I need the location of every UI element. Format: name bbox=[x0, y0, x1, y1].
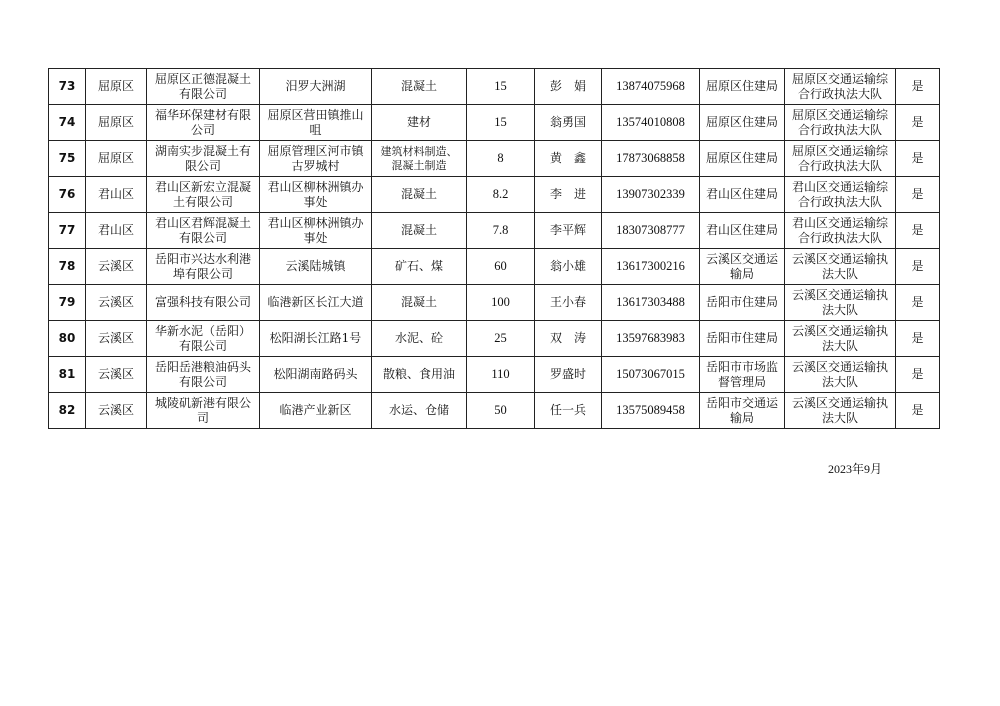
phone-cell: 13575089458 bbox=[602, 393, 700, 429]
status-flag-cell: 是 bbox=[896, 285, 940, 321]
table-row bbox=[49, 177, 940, 213]
quantity-cell: 15 bbox=[467, 69, 535, 105]
enforcement-unit-cell: 屈原区交通运输综合行政执法大队 bbox=[785, 105, 896, 141]
enforcement-unit-cell: 云溪区交通运输执法大队 bbox=[785, 249, 896, 285]
quantity-cell: 100 bbox=[467, 285, 535, 321]
quantity-cell: 110 bbox=[467, 357, 535, 393]
row-number: 78 bbox=[49, 249, 86, 285]
row-number: 82 bbox=[49, 393, 86, 429]
table-row bbox=[49, 141, 940, 177]
phone-cell: 13874075968 bbox=[602, 69, 700, 105]
category-cell: 矿石、煤 bbox=[372, 249, 467, 285]
status-flag-cell: 是 bbox=[896, 177, 940, 213]
enforcement-unit-cell: 屈原区交通运输综合行政执法大队 bbox=[785, 69, 896, 105]
table-row bbox=[49, 69, 940, 105]
district-cell: 君山区 bbox=[86, 213, 147, 249]
table-row bbox=[49, 285, 940, 321]
category-cell: 水泥、砼 bbox=[372, 321, 467, 357]
company-name-cell: 富强科技有限公司 bbox=[147, 285, 260, 321]
location-cell: 松阳湖长江路1号 bbox=[260, 321, 372, 357]
district-cell: 云溪区 bbox=[86, 321, 147, 357]
phone-cell: 13574010808 bbox=[602, 105, 700, 141]
status-flag-cell: 是 bbox=[896, 357, 940, 393]
document-date: 2023年9月 bbox=[828, 462, 883, 476]
location-cell: 屈原管理区河市镇古罗城村 bbox=[260, 141, 372, 177]
row-number: 81 bbox=[49, 357, 86, 393]
company-name-cell: 湖南实步混凝土有限公司 bbox=[147, 141, 260, 177]
table-body bbox=[49, 69, 940, 429]
table-row bbox=[49, 105, 940, 141]
row-number: 76 bbox=[49, 177, 86, 213]
location-cell: 临港新区长江大道 bbox=[260, 285, 372, 321]
enforcement-unit-cell: 云溪区交通运输执法大队 bbox=[785, 357, 896, 393]
status-flag-cell: 是 bbox=[896, 105, 940, 141]
supervising-dept-cell: 岳阳市住建局 bbox=[700, 285, 785, 321]
phone-cell: 13907302339 bbox=[602, 177, 700, 213]
contact-person-cell: 黄 鑫 bbox=[535, 141, 602, 177]
district-cell: 云溪区 bbox=[86, 393, 147, 429]
quantity-cell: 60 bbox=[467, 249, 535, 285]
company-name-cell: 君山区君辉混凝土有限公司 bbox=[147, 213, 260, 249]
supervising-dept-cell: 云溪区交通运输局 bbox=[700, 249, 785, 285]
company-name-cell: 屈原区正德混凝土有限公司 bbox=[147, 69, 260, 105]
quantity-cell: 50 bbox=[467, 393, 535, 429]
enforcement-unit-cell: 云溪区交通运输执法大队 bbox=[785, 321, 896, 357]
enforcement-unit-cell: 云溪区交通运输执法大队 bbox=[785, 393, 896, 429]
category-cell: 混凝土 bbox=[372, 69, 467, 105]
district-cell: 云溪区 bbox=[86, 285, 147, 321]
district-cell: 屈原区 bbox=[86, 69, 147, 105]
supervising-dept-cell: 屈原区住建局 bbox=[700, 69, 785, 105]
phone-cell: 13597683983 bbox=[602, 321, 700, 357]
table-row bbox=[49, 357, 940, 393]
phone-cell: 18307308777 bbox=[602, 213, 700, 249]
contact-person-cell: 李 进 bbox=[535, 177, 602, 213]
contact-person-cell: 翁勇国 bbox=[535, 105, 602, 141]
supervising-dept-cell: 屈原区住建局 bbox=[700, 105, 785, 141]
contact-person-cell: 翁小雄 bbox=[535, 249, 602, 285]
quantity-cell: 7.8 bbox=[467, 213, 535, 249]
contact-person-cell: 王小春 bbox=[535, 285, 602, 321]
enterprise-registry-table bbox=[48, 68, 940, 429]
row-number: 75 bbox=[49, 141, 86, 177]
category-cell: 混凝土 bbox=[372, 213, 467, 249]
table-row bbox=[49, 393, 940, 429]
category-cell: 散粮、食用油 bbox=[372, 357, 467, 393]
category-cell: 混凝土 bbox=[372, 177, 467, 213]
quantity-cell: 25 bbox=[467, 321, 535, 357]
category-cell: 建材 bbox=[372, 105, 467, 141]
status-flag-cell: 是 bbox=[896, 393, 940, 429]
company-name-cell: 华新水泥（岳阳）有限公司 bbox=[147, 321, 260, 357]
enforcement-unit-cell: 屈原区交通运输综合行政执法大队 bbox=[785, 141, 896, 177]
status-flag-cell: 是 bbox=[896, 141, 940, 177]
table-row bbox=[49, 249, 940, 285]
supervising-dept-cell: 岳阳市交通运输局 bbox=[700, 393, 785, 429]
location-cell: 临港产业新区 bbox=[260, 393, 372, 429]
category-cell: 建筑材料制造、混凝土制造 bbox=[372, 141, 467, 177]
quantity-cell: 8.2 bbox=[467, 177, 535, 213]
supervising-dept-cell: 岳阳市市场监督管理局 bbox=[700, 357, 785, 393]
contact-person-cell: 双 涛 bbox=[535, 321, 602, 357]
status-flag-cell: 是 bbox=[896, 69, 940, 105]
row-number: 74 bbox=[49, 105, 86, 141]
enforcement-unit-cell: 君山区交通运输综合行政执法大队 bbox=[785, 177, 896, 213]
supervising-dept-cell: 君山区住建局 bbox=[700, 213, 785, 249]
location-cell: 松阳湖南路码头 bbox=[260, 357, 372, 393]
phone-cell: 13617303488 bbox=[602, 285, 700, 321]
phone-cell: 17873068858 bbox=[602, 141, 700, 177]
table-row bbox=[49, 213, 940, 249]
location-cell: 屈原区营田镇推山咀 bbox=[260, 105, 372, 141]
phone-cell: 15073067015 bbox=[602, 357, 700, 393]
company-name-cell: 君山区新宏立混凝土有限公司 bbox=[147, 177, 260, 213]
district-cell: 君山区 bbox=[86, 177, 147, 213]
category-cell: 混凝土 bbox=[372, 285, 467, 321]
enforcement-unit-cell: 云溪区交通运输执法大队 bbox=[785, 285, 896, 321]
company-name-cell: 岳阳岳港粮油码头有限公司 bbox=[147, 357, 260, 393]
company-name-cell: 福华环保建材有限公司 bbox=[147, 105, 260, 141]
row-number: 79 bbox=[49, 285, 86, 321]
table-row bbox=[49, 321, 940, 357]
quantity-cell: 8 bbox=[467, 141, 535, 177]
row-number: 73 bbox=[49, 69, 86, 105]
district-cell: 云溪区 bbox=[86, 249, 147, 285]
supervising-dept-cell: 君山区住建局 bbox=[700, 177, 785, 213]
district-cell: 屈原区 bbox=[86, 141, 147, 177]
status-flag-cell: 是 bbox=[896, 213, 940, 249]
supervising-dept-cell: 屈原区住建局 bbox=[700, 141, 785, 177]
row-number: 80 bbox=[49, 321, 86, 357]
district-cell: 屈原区 bbox=[86, 105, 147, 141]
location-cell: 云溪陆城镇 bbox=[260, 249, 372, 285]
status-flag-cell: 是 bbox=[896, 249, 940, 285]
location-cell: 君山区柳林洲镇办事处 bbox=[260, 213, 372, 249]
status-flag-cell: 是 bbox=[896, 321, 940, 357]
district-cell: 云溪区 bbox=[86, 357, 147, 393]
quantity-cell: 15 bbox=[467, 105, 535, 141]
location-cell: 君山区柳林洲镇办事处 bbox=[260, 177, 372, 213]
contact-person-cell: 李平辉 bbox=[535, 213, 602, 249]
supervising-dept-cell: 岳阳市住建局 bbox=[700, 321, 785, 357]
enforcement-unit-cell: 君山区交通运输综合行政执法大队 bbox=[785, 213, 896, 249]
contact-person-cell: 罗盛时 bbox=[535, 357, 602, 393]
contact-person-cell: 任一兵 bbox=[535, 393, 602, 429]
phone-cell: 13617300216 bbox=[602, 249, 700, 285]
contact-person-cell: 彭 娟 bbox=[535, 69, 602, 105]
location-cell: 汨罗大洲湖 bbox=[260, 69, 372, 105]
company-name-cell: 岳阳市兴达水利港埠有限公司 bbox=[147, 249, 260, 285]
category-cell: 水运、仓储 bbox=[372, 393, 467, 429]
row-number: 77 bbox=[49, 213, 86, 249]
company-name-cell: 城陵矶新港有限公司 bbox=[147, 393, 260, 429]
